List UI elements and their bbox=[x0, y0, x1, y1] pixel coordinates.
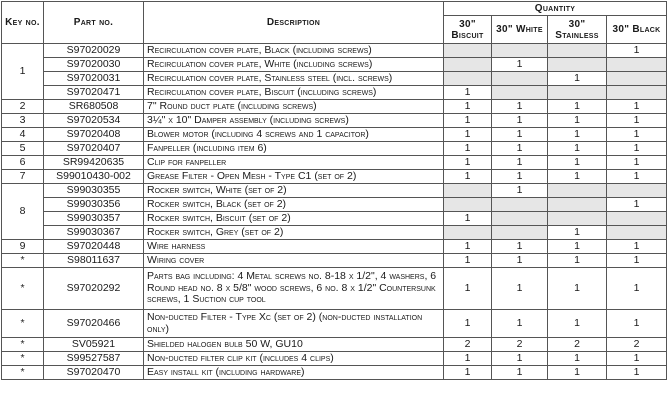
desc-cell: Parts bag including: 4 Metal screws no. 8-18 x 1/2", 4 washers, 6 Round head no. 8 x 5/8" wood screws, 6 no. 8 x 1/2" Countersunk screws, 1 Suction cup tool bbox=[144, 268, 444, 310]
qty-cell: 1 bbox=[548, 254, 607, 268]
qty-cell: 1 bbox=[444, 254, 492, 268]
header-part: Part no. bbox=[44, 2, 144, 44]
key-cell: 3 bbox=[2, 114, 44, 128]
desc-cell: Recirculation cover plate, Biscuit (including screws) bbox=[144, 86, 444, 100]
table-row bbox=[2, 44, 667, 58]
qty-cell: 1 bbox=[548, 352, 607, 366]
part-cell: S97020408 bbox=[44, 128, 144, 142]
qty-cell bbox=[492, 226, 548, 240]
table-row bbox=[2, 338, 667, 352]
qty-cell bbox=[492, 86, 548, 100]
desc-cell: Shielded halogen bulb 50 W, GU10 bbox=[144, 338, 444, 352]
part-cell: S99527587 bbox=[44, 352, 144, 366]
desc-cell: 7" Round duct plate (including screws) bbox=[144, 100, 444, 114]
qty-cell: 1 bbox=[492, 142, 548, 156]
qty-cell bbox=[492, 198, 548, 212]
qty-cell: 1 bbox=[492, 100, 548, 114]
qty-cell: 1 bbox=[444, 352, 492, 366]
table-row bbox=[2, 86, 667, 100]
qty-cell: 1 bbox=[548, 100, 607, 114]
qty-cell bbox=[548, 198, 607, 212]
qty-cell: 1 bbox=[607, 100, 667, 114]
qty-cell: 1 bbox=[492, 58, 548, 72]
part-cell: S97020407 bbox=[44, 142, 144, 156]
key-cell: 1 bbox=[2, 44, 44, 100]
qty-cell bbox=[548, 58, 607, 72]
qty-cell: 1 bbox=[492, 310, 548, 338]
key-cell: 4 bbox=[2, 128, 44, 142]
part-cell: S97020029 bbox=[44, 44, 144, 58]
qty-cell bbox=[492, 212, 548, 226]
part-cell: S97020031 bbox=[44, 72, 144, 86]
qty-cell: 1 bbox=[607, 310, 667, 338]
qty-cell: 1 bbox=[444, 366, 492, 380]
table-row bbox=[2, 58, 667, 72]
qty-cell: 1 bbox=[607, 128, 667, 142]
key-cell: * bbox=[2, 254, 44, 268]
qty-cell bbox=[444, 44, 492, 58]
qty-cell: 2 bbox=[548, 338, 607, 352]
header-black: 30" Black bbox=[607, 16, 667, 44]
qty-cell: 1 bbox=[607, 198, 667, 212]
desc-cell: Wiring cover bbox=[144, 254, 444, 268]
qty-cell: 2 bbox=[607, 338, 667, 352]
desc-cell: Rocker switch, Grey (set of 2) bbox=[144, 226, 444, 240]
qty-cell bbox=[607, 72, 667, 86]
desc-cell: Blower motor (including 4 screws and 1 capacitor) bbox=[144, 128, 444, 142]
desc-cell: Non-ducted filter clip kit (includes 4 clips) bbox=[144, 352, 444, 366]
qty-cell: 1 bbox=[492, 184, 548, 198]
desc-cell: Recirculation cover plate, Black (including screws) bbox=[144, 44, 444, 58]
key-cell: * bbox=[2, 366, 44, 380]
table-row bbox=[2, 226, 667, 240]
qty-cell: 1 bbox=[607, 142, 667, 156]
desc-cell: Recirculation cover plate, Stainless steel (incl. screws) bbox=[144, 72, 444, 86]
qty-cell: 1 bbox=[492, 254, 548, 268]
part-cell: S97020534 bbox=[44, 114, 144, 128]
table-row bbox=[2, 254, 667, 268]
header-quantity: Quantity bbox=[444, 2, 667, 16]
desc-cell: Grease Filter - Open Mesh - Type C1 (set of 2) bbox=[144, 170, 444, 184]
qty-cell: 1 bbox=[444, 100, 492, 114]
qty-cell: 1 bbox=[492, 352, 548, 366]
part-cell: S99030355 bbox=[44, 184, 144, 198]
qty-cell: 1 bbox=[607, 240, 667, 254]
qty-cell: 1 bbox=[444, 86, 492, 100]
part-cell: S99030367 bbox=[44, 226, 144, 240]
part-cell: S97020471 bbox=[44, 86, 144, 100]
qty-cell: 1 bbox=[607, 156, 667, 170]
part-cell: SR99420635 bbox=[44, 156, 144, 170]
key-cell: * bbox=[2, 352, 44, 366]
key-cell: 6 bbox=[2, 156, 44, 170]
parts-table bbox=[1, 1, 667, 380]
qty-cell: 1 bbox=[492, 268, 548, 310]
qty-cell: 2 bbox=[492, 338, 548, 352]
qty-cell: 1 bbox=[492, 170, 548, 184]
qty-cell: 1 bbox=[492, 128, 548, 142]
table-row bbox=[2, 352, 667, 366]
qty-cell: 1 bbox=[548, 114, 607, 128]
qty-cell: 1 bbox=[548, 128, 607, 142]
qty-cell bbox=[444, 226, 492, 240]
desc-cell: Easy install kit (including hardware) bbox=[144, 366, 444, 380]
qty-cell bbox=[607, 86, 667, 100]
table-row bbox=[2, 170, 667, 184]
qty-cell: 1 bbox=[444, 156, 492, 170]
part-cell: S97020292 bbox=[44, 268, 144, 310]
qty-cell: 1 bbox=[492, 240, 548, 254]
qty-cell bbox=[444, 58, 492, 72]
header-white: 30" White bbox=[492, 16, 548, 44]
qty-cell bbox=[548, 184, 607, 198]
table-row bbox=[2, 212, 667, 226]
parts-body bbox=[2, 44, 667, 380]
qty-cell bbox=[444, 72, 492, 86]
table-row bbox=[2, 184, 667, 198]
table-row bbox=[2, 128, 667, 142]
qty-cell: 1 bbox=[548, 170, 607, 184]
part-cell: SV05921 bbox=[44, 338, 144, 352]
qty-cell bbox=[548, 44, 607, 58]
part-cell: S97020470 bbox=[44, 366, 144, 380]
qty-cell bbox=[607, 184, 667, 198]
table-row bbox=[2, 114, 667, 128]
desc-cell: 3¼" x 10" Damper assembly (including screws) bbox=[144, 114, 444, 128]
key-cell: 8 bbox=[2, 184, 44, 240]
table-row bbox=[2, 198, 667, 212]
key-cell: * bbox=[2, 338, 44, 352]
table-row bbox=[2, 100, 667, 114]
table-row bbox=[2, 240, 667, 254]
qty-cell bbox=[607, 226, 667, 240]
table-row bbox=[2, 268, 667, 310]
key-cell: 5 bbox=[2, 142, 44, 156]
key-cell: * bbox=[2, 310, 44, 338]
part-cell: S97020448 bbox=[44, 240, 144, 254]
qty-cell: 1 bbox=[492, 156, 548, 170]
desc-cell: Recirculation cover plate, White (including screws) bbox=[144, 58, 444, 72]
key-cell: 7 bbox=[2, 170, 44, 184]
qty-cell bbox=[492, 44, 548, 58]
qty-cell: 1 bbox=[444, 240, 492, 254]
qty-cell: 1 bbox=[607, 170, 667, 184]
part-cell: S97020030 bbox=[44, 58, 144, 72]
qty-cell bbox=[548, 212, 607, 226]
qty-cell: 1 bbox=[548, 240, 607, 254]
table-row bbox=[2, 72, 667, 86]
qty-cell: 1 bbox=[548, 72, 607, 86]
qty-cell bbox=[607, 212, 667, 226]
part-cell: S98011637 bbox=[44, 254, 144, 268]
qty-cell: 1 bbox=[548, 226, 607, 240]
desc-cell: Rocker switch, Black (set of 2) bbox=[144, 198, 444, 212]
qty-cell: 1 bbox=[492, 366, 548, 380]
desc-cell: Non-ducted Filter - Type Xc (set of 2) (non-ducted installation only) bbox=[144, 310, 444, 338]
part-cell: S99030356 bbox=[44, 198, 144, 212]
header-biscuit: 30" Biscuit bbox=[444, 16, 492, 44]
qty-cell bbox=[444, 198, 492, 212]
qty-cell bbox=[492, 72, 548, 86]
table-row bbox=[2, 366, 667, 380]
qty-cell: 1 bbox=[548, 310, 607, 338]
qty-cell: 1 bbox=[444, 128, 492, 142]
desc-cell: Rocker switch, Biscuit (set of 2) bbox=[144, 212, 444, 226]
qty-cell bbox=[607, 58, 667, 72]
qty-cell: 1 bbox=[444, 142, 492, 156]
qty-cell: 2 bbox=[444, 338, 492, 352]
desc-cell: Clip for fanpeller bbox=[144, 156, 444, 170]
qty-cell bbox=[548, 86, 607, 100]
part-cell: S99010430-002 bbox=[44, 170, 144, 184]
part-cell: SR680508 bbox=[44, 100, 144, 114]
key-cell: * bbox=[2, 268, 44, 310]
header-stainless: 30" Stainless bbox=[548, 16, 607, 44]
header-description: Description bbox=[144, 2, 444, 44]
qty-cell: 1 bbox=[444, 114, 492, 128]
qty-cell: 1 bbox=[607, 366, 667, 380]
header-key: Key no. bbox=[2, 2, 44, 44]
qty-cell: 1 bbox=[607, 352, 667, 366]
qty-cell: 1 bbox=[548, 268, 607, 310]
desc-cell: Rocker switch, White (set of 2) bbox=[144, 184, 444, 198]
qty-cell: 1 bbox=[548, 366, 607, 380]
qty-cell: 1 bbox=[548, 142, 607, 156]
qty-cell: 1 bbox=[444, 170, 492, 184]
qty-cell bbox=[444, 184, 492, 198]
key-cell: 9 bbox=[2, 240, 44, 254]
qty-cell: 1 bbox=[607, 268, 667, 310]
qty-cell: 1 bbox=[607, 254, 667, 268]
part-cell: S99030357 bbox=[44, 212, 144, 226]
key-cell: 2 bbox=[2, 100, 44, 114]
table-row bbox=[2, 156, 667, 170]
qty-cell: 1 bbox=[548, 156, 607, 170]
table-row bbox=[2, 310, 667, 338]
desc-cell: Fanpeller (including item 6) bbox=[144, 142, 444, 156]
desc-cell: Wire harness bbox=[144, 240, 444, 254]
qty-cell: 1 bbox=[492, 114, 548, 128]
table-row bbox=[2, 142, 667, 156]
part-cell: S97020466 bbox=[44, 310, 144, 338]
qty-cell: 1 bbox=[444, 268, 492, 310]
qty-cell: 1 bbox=[607, 114, 667, 128]
qty-cell: 1 bbox=[444, 310, 492, 338]
qty-cell: 1 bbox=[444, 212, 492, 226]
qty-cell: 1 bbox=[607, 44, 667, 58]
